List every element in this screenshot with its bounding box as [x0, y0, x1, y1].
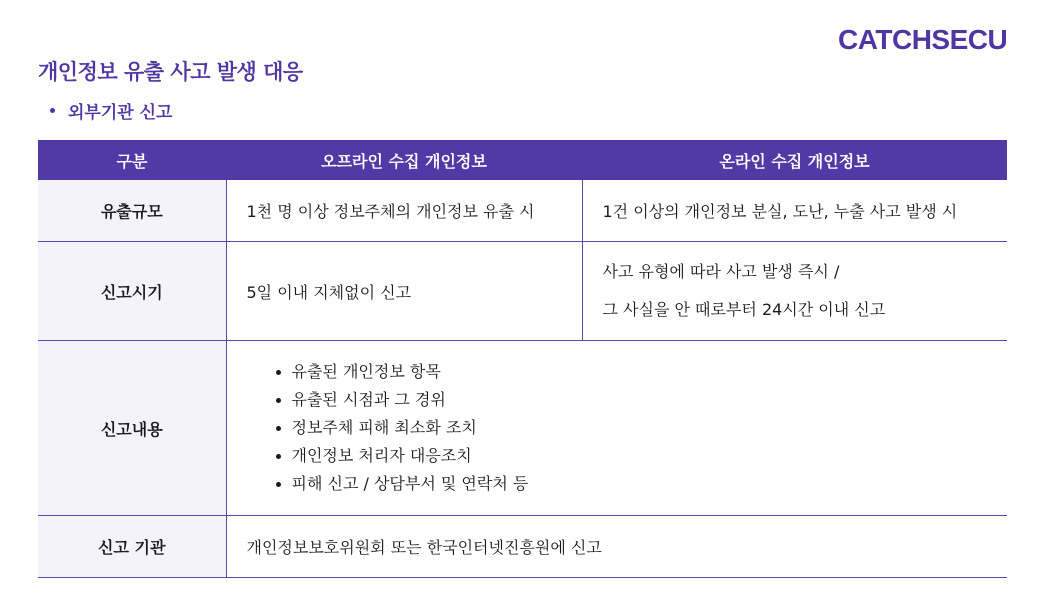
bullet-icon [276, 370, 281, 375]
list-item [267, 442, 1008, 470]
online-timing-line: 그 사실을 안 때로부터 24시간 이내 신고 [602, 300, 886, 319]
offline-scale: 1천 명 이상 정보주체의 개인정보 유출 시 [226, 180, 582, 242]
header-category: 구분 [38, 140, 226, 180]
table-row [38, 180, 1007, 242]
page-title: 개인정보 유출 사고 발생 대응 [38, 60, 303, 84]
list-item-text: 개인정보 처리자 대응조치 [291, 446, 472, 465]
bullet-icon [276, 482, 281, 487]
online-scale: 1건 이상의 개인정보 분실, 도난, 누출 사고 발생 시 [582, 180, 1007, 242]
list-item [267, 470, 1008, 498]
row-label: 신고 기관 [38, 516, 226, 578]
report-contents [226, 341, 1007, 516]
header-offline: 오프라인 수집 개인정보 [226, 140, 582, 180]
report-agency: 개인정보보호위원회 또는 한국인터넷진흥원에 신고 [226, 516, 1007, 578]
header-online: 온라인 수집 개인정보 [582, 140, 1007, 180]
list-item [267, 414, 1008, 442]
bullet-icon [276, 398, 281, 403]
section-subtitle [50, 98, 172, 123]
contents-list [247, 358, 1008, 498]
list-item-text: 유출된 개인정보 항목 [291, 362, 441, 381]
row-label: 유출규모 [38, 180, 226, 242]
bullet-icon [276, 454, 281, 459]
brand-logo: CATCHSECU [838, 24, 1008, 55]
list-item [267, 358, 1008, 386]
table-header-row [38, 140, 1007, 180]
table-row [38, 516, 1007, 578]
report-table [38, 140, 1007, 578]
list-item [267, 386, 1008, 414]
offline-timing: 5일 이내 지체없이 신고 [226, 242, 582, 341]
table-row [38, 242, 1007, 341]
bullet-icon [50, 108, 55, 113]
subtitle-text: 외부기관 신고 [68, 103, 173, 123]
row-label: 신고시기 [38, 242, 226, 341]
list-item-text: 유출된 시점과 그 경위 [291, 390, 446, 409]
list-item-text: 정보주체 피해 최소화 조치 [291, 418, 477, 437]
online-timing [582, 242, 1007, 341]
online-timing-line: 사고 유형에 따라 사고 발생 즉시 / [602, 262, 840, 281]
row-label: 신고내용 [38, 341, 226, 516]
table-row [38, 341, 1007, 516]
list-item-text: 피해 신고 / 상담부서 및 연락처 등 [291, 474, 529, 493]
bullet-icon [276, 426, 281, 431]
